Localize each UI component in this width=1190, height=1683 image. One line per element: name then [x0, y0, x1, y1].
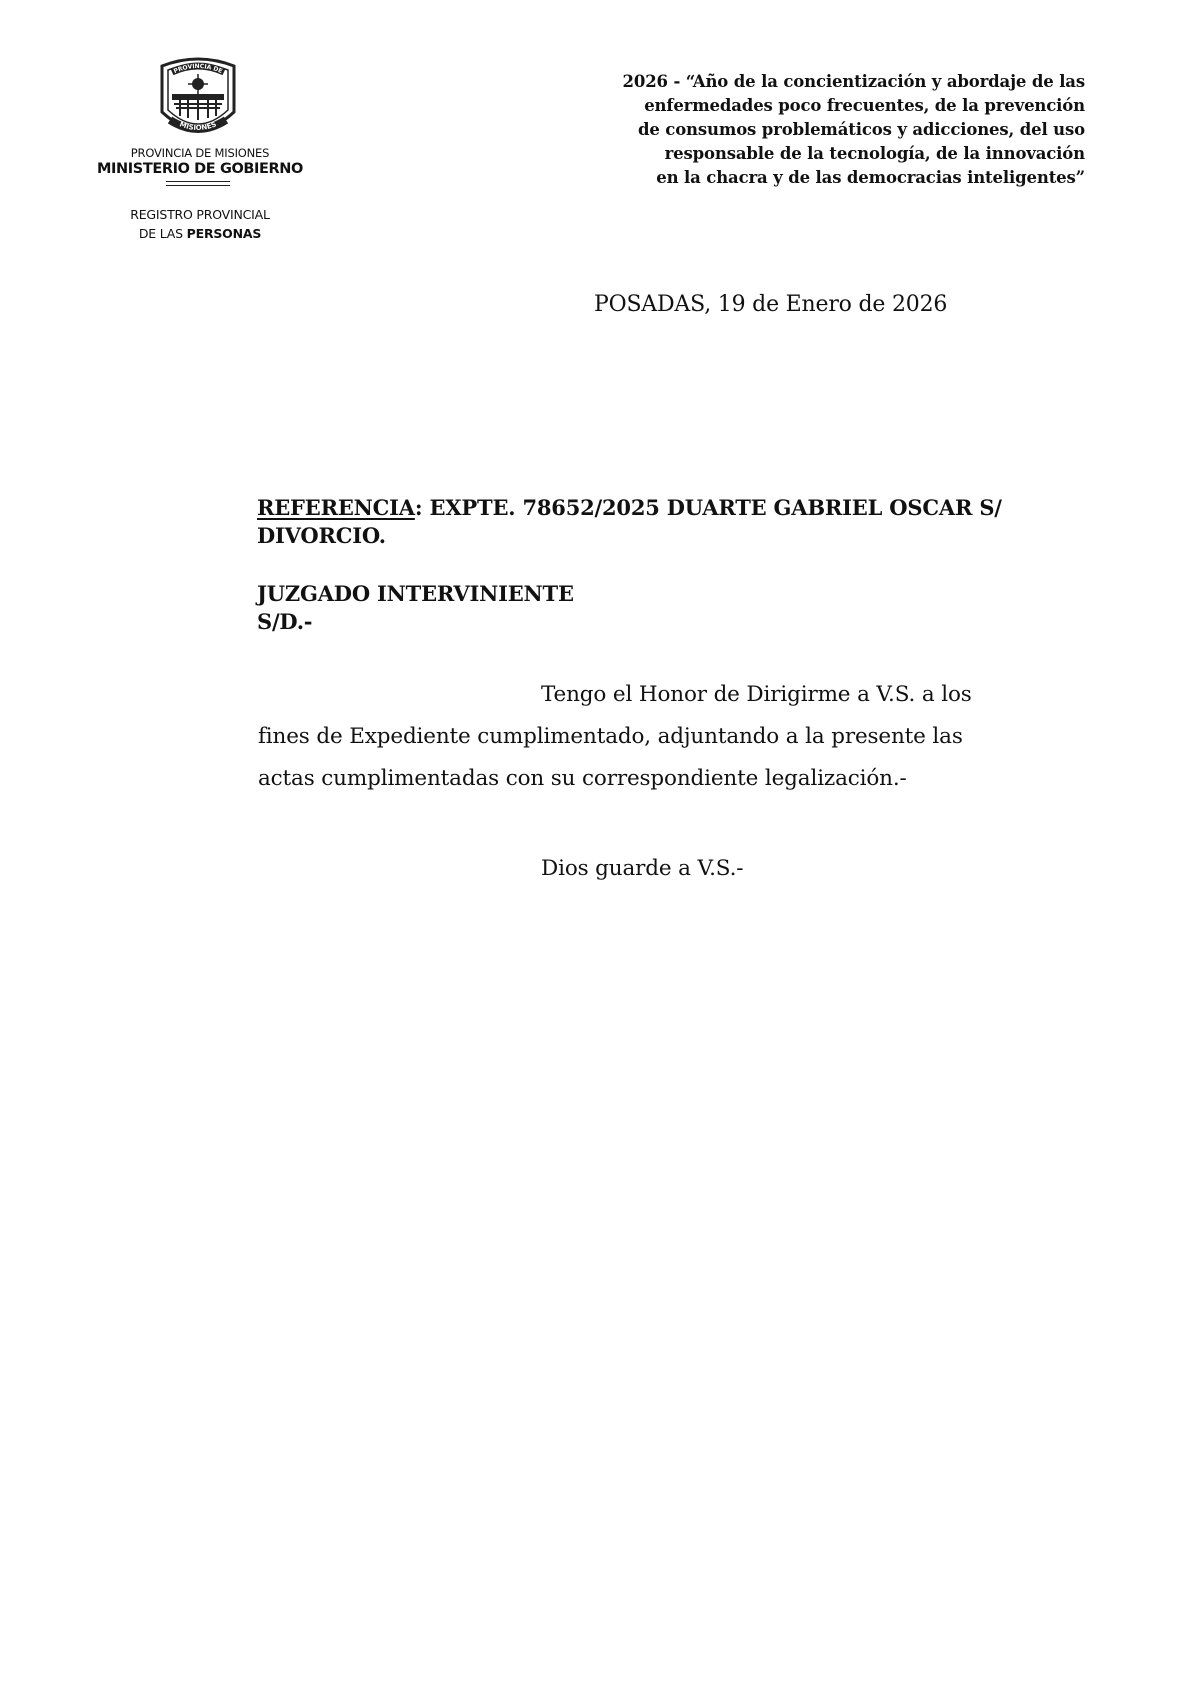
- motto-line: responsable de la tecnología, de la innovación: [664, 144, 1085, 163]
- crest-ribbon-bottom: MISIONES: [178, 120, 218, 133]
- registry-name-line2: [60, 226, 340, 241]
- body-line: actas cumplimentadas con su correspondiente legalización.-: [258, 766, 907, 791]
- year-motto: [525, 70, 1085, 190]
- province-name: PROVINCIA DE MISIONES: [130, 146, 270, 160]
- ministry-name: MINISTERIO DE GOBIERNO: [97, 161, 303, 177]
- reference-block: [257, 494, 1087, 550]
- provincial-crest-icon: [154, 54, 242, 140]
- letterhead-divider: [166, 185, 230, 186]
- registry-bold: PERSONAS: [186, 226, 262, 241]
- court-name: JUZGADO INTERVINIENTE: [257, 581, 574, 606]
- letter-date: POSADAS, 19 de Enero de 2026: [594, 292, 948, 317]
- registry-prefix: DE LAS: [138, 226, 187, 241]
- reference-label: REFERENCIA: [257, 495, 415, 520]
- motto-line: enfermedades poco frecuentes, de la prevención: [644, 96, 1085, 115]
- svg-text:PROVINCIA DE: [173, 63, 224, 75]
- body-line: fines de Expediente cumplimentado, adjuntando a la presente las: [258, 724, 963, 749]
- motto-line: en la chacra y de las democracias inteligentes”: [656, 168, 1085, 187]
- motto-line: 2026 - “Año de la concientización y abordaje de las: [622, 72, 1085, 91]
- letter-closing: Dios guarde a V.S.-: [541, 856, 744, 881]
- motto-line: de consumos problemáticos y adicciones, del uso: [637, 120, 1085, 139]
- reference-line2: DIVORCIO.: [257, 523, 386, 548]
- sd-mark: S/D.-: [257, 609, 313, 634]
- letterhead-divider: [166, 181, 230, 182]
- crest-ribbon-top: PROVINCIA DE: [172, 62, 224, 76]
- addressee-block: [257, 580, 574, 636]
- reference-line1: [257, 494, 1087, 522]
- registry-name-line1: REGISTRO PROVINCIAL: [130, 207, 270, 222]
- body-line: Tengo el Honor de Dirigirme a V.S. a los: [541, 682, 972, 707]
- reference-text: : EXPTE. 78652/2025 DUARTE GABRIEL OSCAR S/: [414, 495, 1002, 520]
- letter-body: [258, 674, 1058, 800]
